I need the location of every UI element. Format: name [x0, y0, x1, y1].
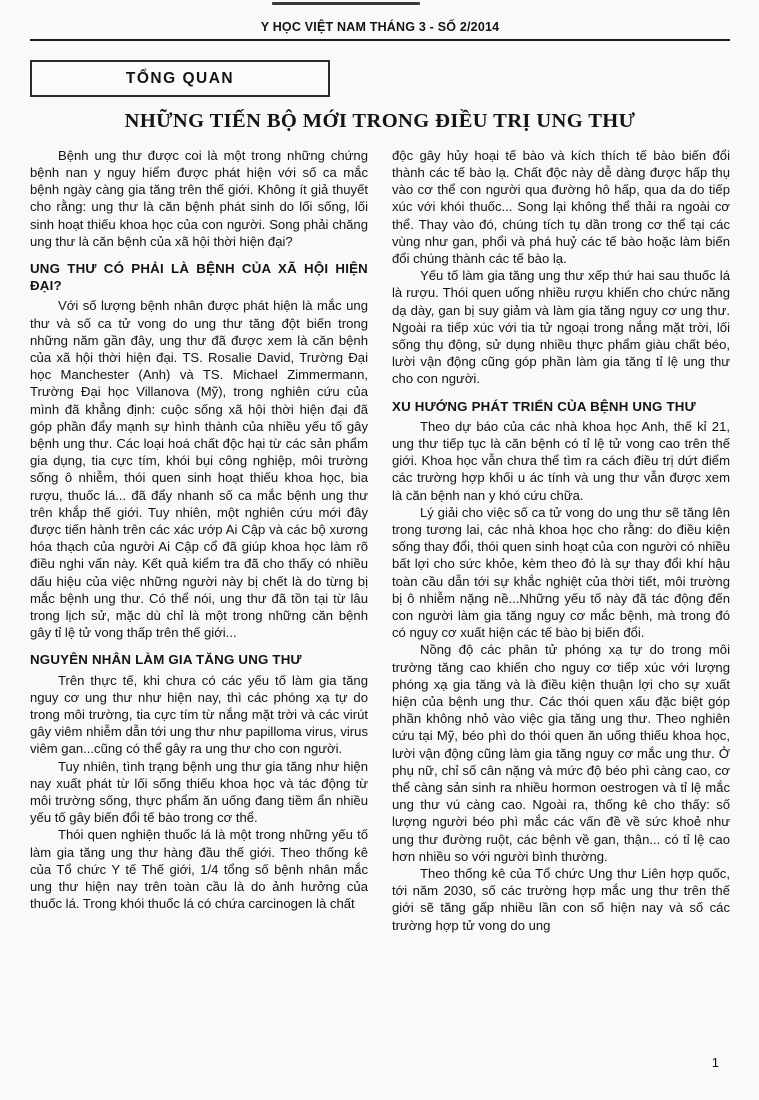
- body-paragraph: Bệnh ung thư được coi là một trong những chứng bệnh nan y nguy hiểm được phát hiện với số ca mắc bệnh ngày càng gia tăng trên thế giới. Không ít giả thuyết cho rằng: ung thư là căn bệnh phát sinh do lối sống, lối sinh hoạt thiếu khoa học của con người. Song phải chăng ung thư là căn bệnh của xã hội thời hiện đại?: [30, 147, 368, 249]
- body-paragraph: Trên thực tế, khi chưa có các yếu tố làm gia tăng nguy cơ ung thư như hiện nay, thì các phóng xạ tự do trong môi trường, tia cực tím từ nắng mặt trời và các virút gây viêm nhiễm dẫn tới ung thư như papilloma virus, virus viêm gan...cũng có thể gây ra ung thư cho con người.: [30, 672, 368, 757]
- page-number: 1: [711, 1055, 719, 1070]
- body-paragraph: Nồng độ các phân tử phóng xạ tự do trong môi trường tăng cao khiến cho nguy cơ tiếp xúc với lượng phóng xạ gia tăng và là điều kiện thuận lợi cho sự xuất hiện của bệnh ung thư. Các thói quen xấu đặc biệt góp phần không nhỏ vào việc gia tăng ung thư. Theo nghiên cứu tại Mỹ, béo phì do thói quen ăn uống thiếu khoa học, lười vận động cũng làm gia tăng nguy cơ mắc ung thư. Ở phụ nữ, chỉ số cân nặng và mức độ béo phì càng cao, cơ thể càng sản sinh ra nhiều hormon oestrogen và tỉ lệ mắc ung thư vú càng cao. Ngoài ra, thống kê cho thấy: số lượng người béo phì mắc các vấn đề về sức khoẻ như ung thư đường ruột, các bệnh về gan, thận... có tỉ lệ cao hơn nhiều so với người bình thường.: [392, 642, 730, 864]
- body-paragraph: Yếu tố làm gia tăng ung thư xếp thứ hai sau thuốc lá là rượu. Thói quen uống nhiều rượu khiến cho chức năng dạ dày, gan bị suy giảm và làm gia tăng nguy cơ ung thư. Ngoài ra tiếp xúc với tia tử ngoại trong nắng mặt trời, lối sống thụ động, sử dụng nhiều thực phẩm giàu chất béo, lười vận động cũng góp phần làm gia tăng tỉ lệ ung thư cho con người.: [392, 268, 730, 387]
- body-paragraph: Theo dự báo của các nhà khoa học Anh, thế kỉ 21, ung thư tiếp tục là căn bệnh có tỉ lệ tử vong cao trên thế giới. Khoa học vẫn chưa thể tìm ra cách điều trị dứt điểm các trường hợp khối u ác tính và ung thư vẫn được xem là căn bệnh nan y khó cứu chữa.: [392, 418, 730, 503]
- article-body: [30, 147, 730, 934]
- article-title: NHỮNG TIẾN BỘ MỚI TRONG ĐIỀU TRỊ UNG THƯ: [124, 110, 636, 132]
- section-heading: XU HƯỚNG PHÁT TRIỂN CỦA BỆNH UNG THƯ: [392, 398, 696, 414]
- journal-header: Y HỌC VIỆT NAM THÁNG 3 - SỐ 2/2014: [260, 20, 500, 34]
- section-heading: UNG THƯ CÓ PHẢI LÀ BỆNH CỦA XÃ HỘI HIỆN ĐẠI?: [30, 260, 368, 294]
- body-paragraph: độc gây hủy hoại tế bào và kích thích tế bào biến đổi thành các tế bào lạ. Chất độc này dễ dàng được hấp thụ vào cơ thể con người qua đường hô hấp, qua da do tiếp xúc với khói thuốc... Song lại không thể thải ra ngoài cơ thể. Thay vào đó, chúng tích tụ dần trong cơ thể tại các vùng như gan, phổi và phá huỷ các tế bào hoặc làm biến đổi chúng thành các tế bào lạ.: [392, 147, 730, 266]
- right-column: [392, 147, 730, 934]
- body-paragraph: Với số lượng bệnh nhân được phát hiện là mắc ung thư và số ca tử vong do ung thư tăng đột biến trong những năm gần đây, ung thư đã được xem là căn bệnh của xã hội thời hiện đại. TS. Rosalie David, Trường Đại học Manchester (Anh) và TS. Michael Zimmermann, Trường Đại học Villanova (Mỹ), trong nghiên cứu của mình đã khẳng định: cuộc sống xã hội thời hiện đại đã góp phần đẩy mạnh sự hình thành của nhiều yếu tố gây bệnh ung thư. Các loại hoá chất độc hại từ các sản phẩm gia dụng, tia cực tím, khói bụi công nghiệp, môi trường sống ô nhiễm, thói quen sinh hoạt thiếu khoa học, bia rượu, thuốc lá... đã đẩy nhanh số ca mắc bệnh ung thư trên khắp thế giới. Tuy nhiên, một nghiên cứu mới đây được tiến hành trên các xác ướp Ai Cập và các bộ xương hóa thạch của người Ai Cập cổ đã giúp khoa học làm rõ điều nghi vấn này. Kết quả kiểm tra đã cho thấy có nhiều dấu hiệu của việc những người này bị chết là do từng bị mắc bệnh ung thư. Có thể nói, ung thư đã tồn tại từ lâu trong lịch sử, mặc dù chỉ là một trong những căn bệnh gây tỉ lệ tử vong thấp trên thế giới...: [30, 298, 368, 641]
- section-heading: NGUYÊN NHÂN LÀM GIA TĂNG UNG THƯ: [30, 652, 302, 668]
- section-label: TỔNG QUAN: [125, 70, 235, 87]
- body-paragraph: Thói quen nghiện thuốc lá là một trong những yếu tố làm gia tăng ung thư hàng đầu thế giới. Theo thống kê của Tổ chức Y tế Thế giới, 1/4 tổng số bệnh nhân mắc ung thư hiện nay trên toàn cầu là do ảnh hưởng của thuốc lá. Trong khói thuốc lá có chứa carcinogen là chất: [30, 827, 368, 912]
- body-paragraph: Tuy nhiên, tình trạng bệnh ung thư gia tăng như hiện nay xuất phát từ lối sống thiếu khoa học và tác động từ môi trường sống, thực phẩm ăn uống đang tiềm ẩn nhiều yếu tố gây biến đổi tế bào trong cơ thể.: [30, 758, 368, 826]
- body-paragraph: Theo thống kê của Tổ chức Ung thư Liên hợp quốc, tới năm 2030, số các trường hợp mắc ung thư trên thế giới sẽ tăng gấp nhiều lần con số hiện nay và số các trường hợp tử vong do ung: [392, 866, 730, 933]
- left-column: [30, 147, 368, 934]
- header-rule: [30, 39, 730, 41]
- section-box: [30, 60, 330, 97]
- body-paragraph: Lý giải cho việc số ca tử vong do ung thư sẽ tăng lên trong tương lai, các nhà khoa học cho rằng: do điều kiện sống thay đổi, thói quen sinh hoạt của con người có nhiều bất lợi cho sức khỏe, kèm theo đó là sự thay đổi khí hậu toàn cầu dẫn tới sự khắc nghiệt của thời tiết, môi trường bị ô nhiễm nặng nề...Những yếu tố này đã tác động đến con người làm gia tăng nguy cơ mắc bệnh, mà trong đó có nguy cơ xuất hiện các tế bào bị biến đổi.: [392, 504, 730, 641]
